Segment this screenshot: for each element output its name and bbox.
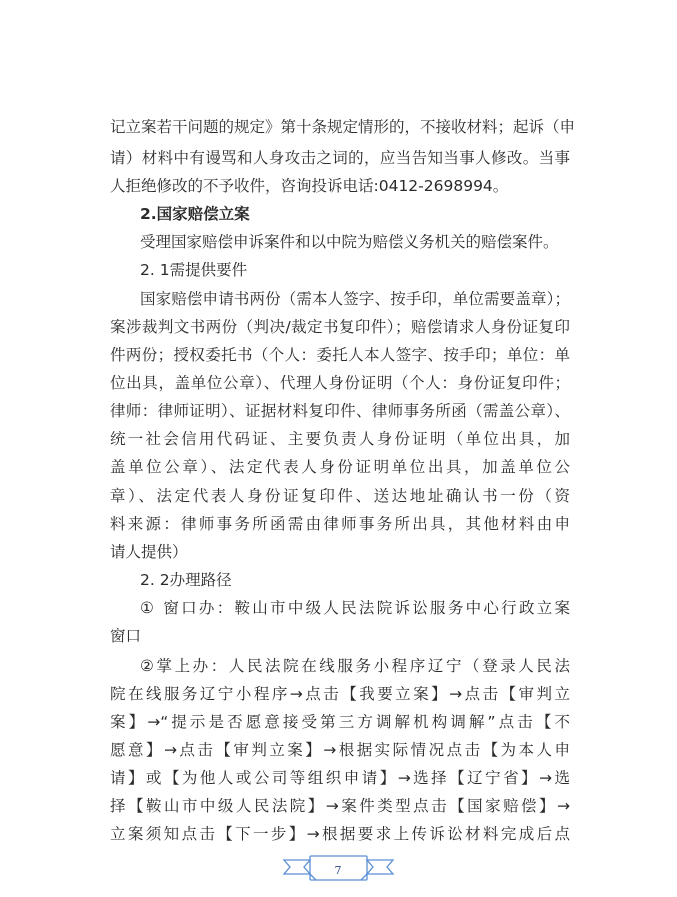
paragraph-line: 记立案若干问题的规定》第十条规定情形的，不接收材料；起诉（申 xyxy=(110,118,576,136)
subsection-heading: 2. 1需提供要件 xyxy=(140,261,248,279)
paragraph-line: 请人提供） xyxy=(110,543,188,561)
paragraph-line: 窗口 xyxy=(110,627,142,645)
paragraph-line: 位出具，盖单位公章）、代理人身份证明（个人：身份证复印件； xyxy=(110,374,570,392)
paragraph-line: 统一社会信用代码证、主要负责人身份证明（单位出具，加 xyxy=(110,430,570,448)
paragraph-line: 案】→“提示是否愿意接受第三方调解机构调解”点击【不 xyxy=(110,713,570,731)
paragraph-line: 章）、法定代表人身份证复印件、送达地址确认书一份（资 xyxy=(110,487,570,505)
paragraph-line: 人拒绝修改的不予收件，咨询投诉电话:0412-2698994。 xyxy=(110,177,509,195)
paragraph-line: 料来源：律师事务所函需由律师事务所出具，其他材料由申 xyxy=(110,515,570,533)
section-heading: 2.国家赔偿立案 xyxy=(140,205,250,223)
paragraph-line: ① 窗口办：鞍山市中级人民法院诉讼服务中心行政立案 xyxy=(140,599,570,617)
paragraph-line: 盖单位公章）、法定代表人身份证明单位出具，加盖单位公 xyxy=(110,458,570,476)
paragraph-line: 件两份；授权委托书（个人：委托人本人签字、按手印；单位：单 xyxy=(110,346,570,364)
paragraph-line: ②掌上办：人民法院在线服务小程序辽宁（登录人民法 xyxy=(140,657,570,675)
paragraph-line: 请）材料中有谩骂和人身攻击之词的，应当告知当事人修改。当事 xyxy=(110,149,570,167)
subsection-heading: 2. 2办理路径 xyxy=(140,571,232,589)
paragraph-line: 受理国家赔偿申诉案件和以中院为赔偿义务机关的赔偿案件。 xyxy=(140,233,559,251)
page-number: 7 xyxy=(334,864,342,877)
paragraph-line: 院在线服务辽宁小程序→点击【我要立案】→点击【审判立 xyxy=(110,685,570,703)
paragraph-line: 择【鞍山市中级人民法院】→案件类型点击【国家赔偿】→ xyxy=(110,797,570,815)
paragraph-line: 立案须知点击【下一步】→根据要求上传诉讼材料完成后点 xyxy=(110,825,570,843)
paragraph-line: 愿意】→点击【审判立案】→根据实际情况点击【为本人申 xyxy=(110,741,570,759)
page-footer xyxy=(0,850,677,890)
paragraph-line: 国家赔偿申请书两份（需本人签字、按手印，单位需要盖章）； xyxy=(140,290,570,308)
paragraph-line: 请】或【为他人或公司等组织申请】→选择【辽宁省】→选 xyxy=(110,769,570,787)
paragraph-line: 律师：律师证明）、证据材料复印件、律师事务所函（需盖公章）、 xyxy=(110,402,570,420)
paragraph-line: 案涉裁判文书两份（判决/裁定书复印件）；赔偿请求人身份证复印 xyxy=(110,318,570,336)
